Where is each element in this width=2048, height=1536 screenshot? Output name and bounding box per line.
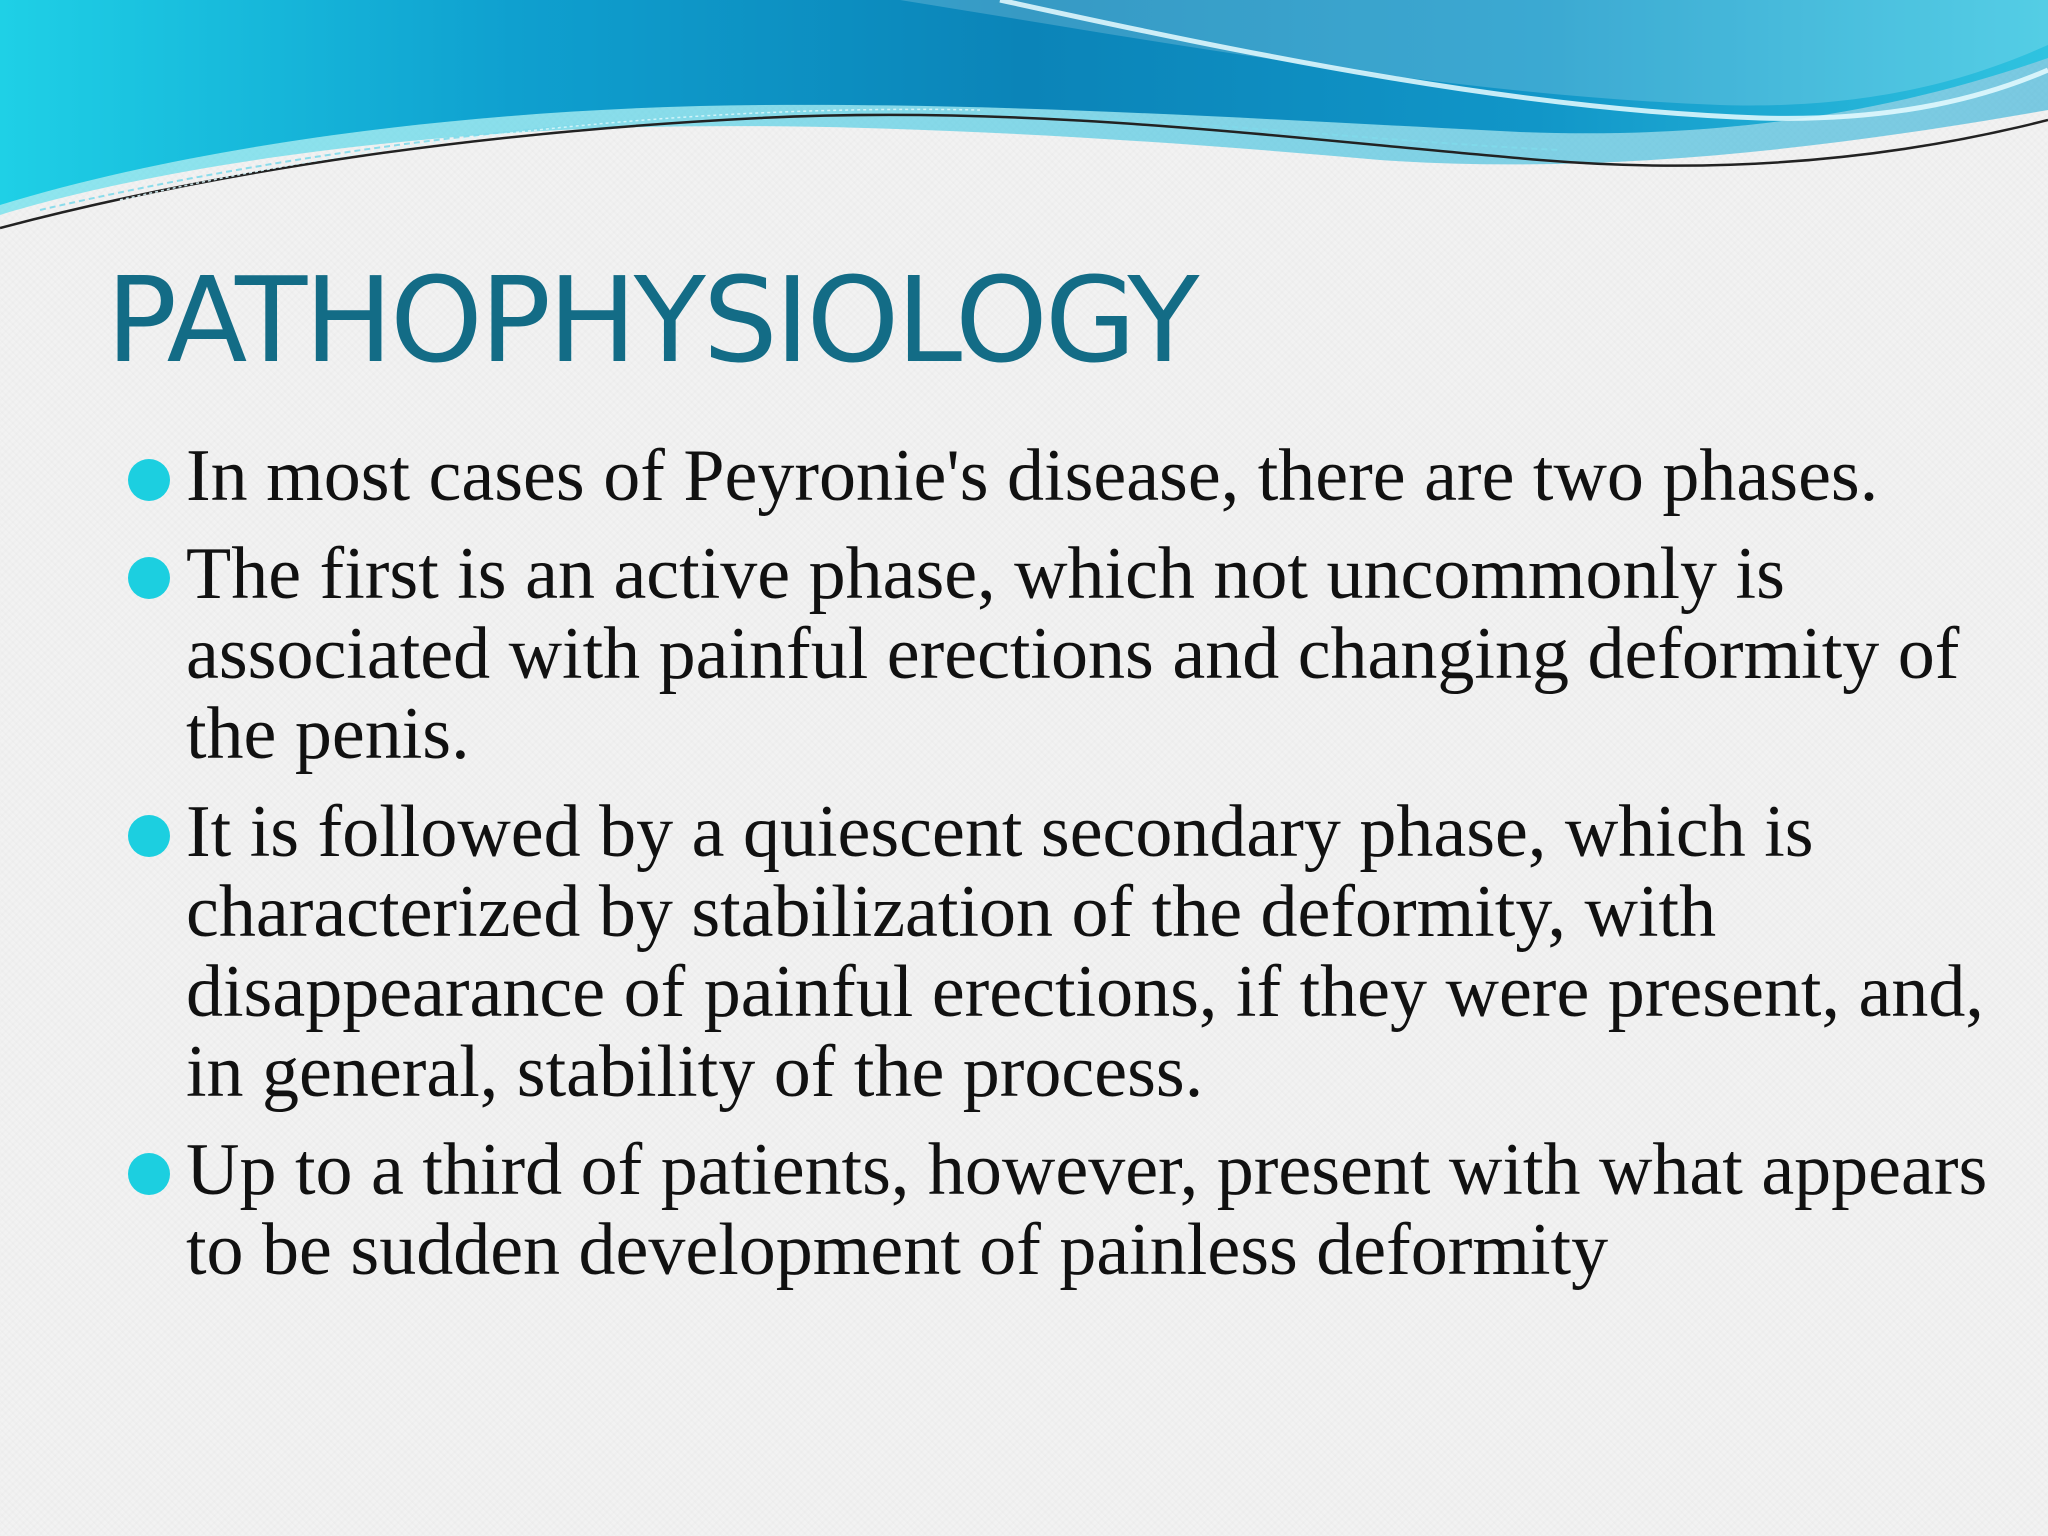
bullet-text: In most cases of Peyronie's disease, there are two phases.: [186, 435, 1879, 517]
slide-title: PATHOPHYSIOLOGY: [106, 251, 1197, 389]
bullet-dot-icon: [128, 557, 170, 599]
bullet-item: [128, 1130, 2008, 1290]
bullet-dot-icon: [128, 1153, 170, 1195]
bullet-text: The first is an active phase, which not uncommonly is associated with painful erections and changing deformity of the penis.: [186, 533, 1960, 775]
bullet-item: [128, 436, 2008, 516]
bullet-text: Up to a third of patients, however, present with what appears to be sudden development of painless deformity: [186, 1129, 1988, 1291]
bullet-item: [128, 534, 2008, 774]
bullet-text: It is followed by a quiescent secondary phase, which is characterized by stabilization of the deformity, with disappearance of painful erections, if they were present, and, in general, stability of the process.: [186, 791, 1984, 1113]
bullet-list: [128, 436, 2008, 1308]
bullet-dot-icon: [128, 815, 170, 857]
bullet-item: [128, 792, 2008, 1112]
bullet-dot-icon: [128, 459, 170, 501]
header-wave-decoration: [0, 0, 2048, 240]
